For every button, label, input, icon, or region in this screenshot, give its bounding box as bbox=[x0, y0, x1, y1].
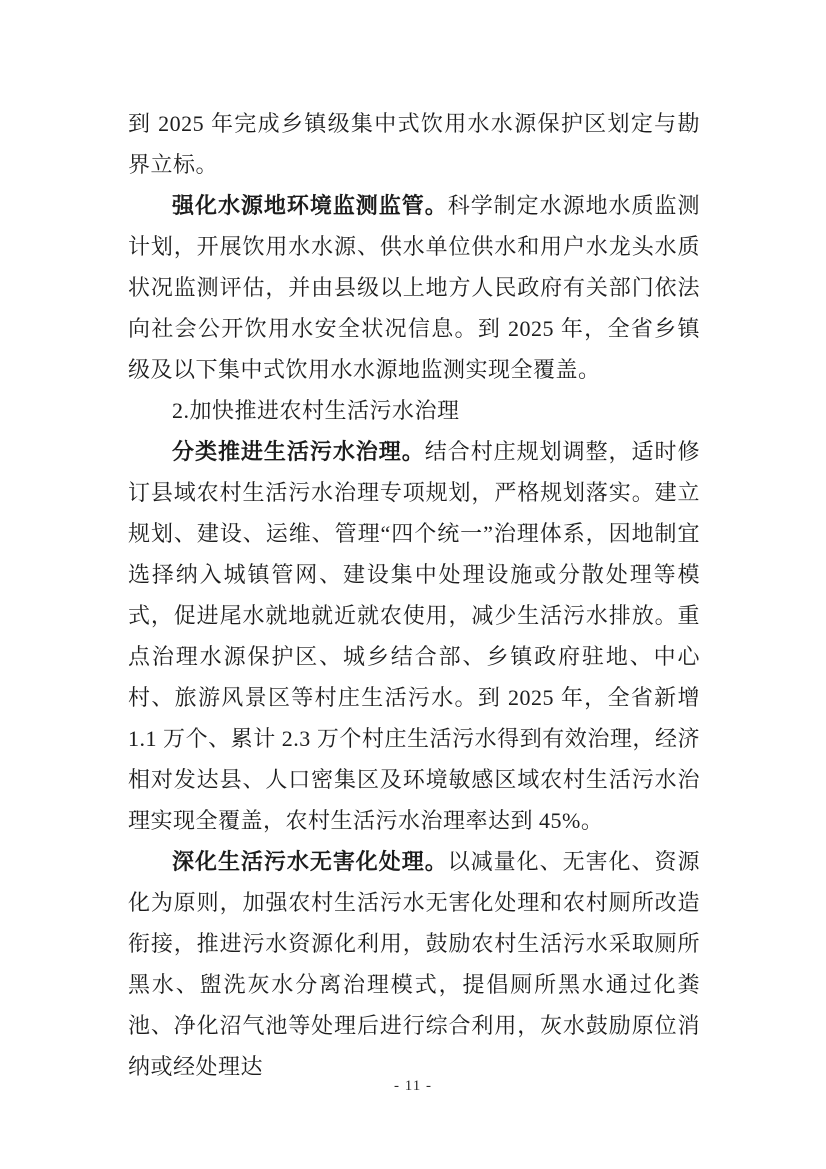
paragraph-continuation: 到 2025 年完成乡镇级集中式饮用水水源保护区划定与勘界立标。 bbox=[128, 111, 700, 177]
page-number: - 11 - bbox=[394, 1078, 432, 1094]
paragraph-bold-lead: 深化生活污水无害化处理。 bbox=[172, 849, 448, 874]
paragraph-text: 科学制定水源地水质监测计划，开展饮用水水源、供水单位供水和用户水龙头水质状况监测评估，并由县级以上地方人民政府有关部门依法向社会公开饮用水安全状况信息。到 2025 年，全省乡镇级及以下集中式饮用水水源地监测实现全覆盖。 bbox=[128, 193, 700, 382]
paragraph-water-source-monitoring bbox=[128, 185, 700, 390]
document-body bbox=[128, 103, 700, 1087]
paragraph-sewage-classification bbox=[128, 431, 700, 841]
subheading-rural-sewage: 2.加快推进农村生活污水治理 bbox=[172, 398, 460, 423]
paragraph-bold-lead: 分类推进生活污水治理。 bbox=[172, 439, 425, 464]
paragraph-harmless-treatment bbox=[128, 841, 700, 1087]
paragraph-bold-lead: 强化水源地环境监测监管。 bbox=[172, 193, 448, 218]
paragraph-text: 结合村庄规划调整，适时修订县域农村生活污水治理专项规划，严格规划落实。建立规划、建设、运维、管理“四个统一”治理体系，因地制宜选择纳入城镇管网、建设集中处理设施或分散处理等模式，促进尾水就地就近就农使用，减少生活污水排放。重点治理水源保护区、城乡结合部、乡镇政府驻地、中心村、旅游风景区等村庄生活污水。到 2025 年，全省新增 1.1 万个、累计 2.3 万个村庄生活污水得到有效治理，经济相对发达县、人口密集区及环境敏感区域农村生活污水治理实现全覆盖，农村生活污水治理率达到 45%。 bbox=[128, 439, 700, 833]
paragraph-text: 以减量化、无害化、资源化为原则，加强农村生活污水无害化处理和农村厕所改造衔接，推进污水资源化利用，鼓励农村生活污水采取厕所黑水、盥洗灰水分离治理模式，提倡厕所黑水通过化粪池、净化沼气池等处理后进行综合利用，灰水鼓励原位消纳或经处理达 bbox=[128, 849, 700, 1079]
